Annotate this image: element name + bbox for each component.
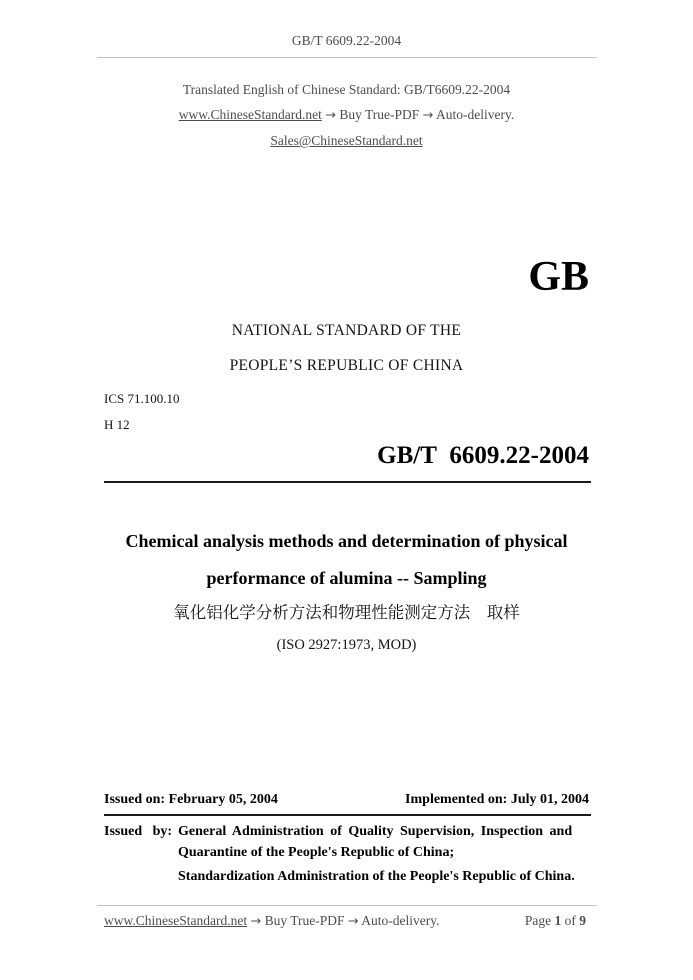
page-total: 9: [579, 913, 586, 928]
classification-code: H 12: [104, 417, 130, 432]
standard-code-divider: [104, 481, 591, 483]
page-current: 1: [554, 913, 562, 928]
iso-reference-note: (ISO 2927:1973, MOD): [276, 637, 417, 653]
running-header-doc-number: GB/T 6609.22-2004: [291, 33, 402, 48]
national-standard-line2: PEOPLE’S REPUBLIC OF CHINA: [229, 357, 464, 374]
issuer-line: General Administration of Quality Supervision, Inspection and: [178, 824, 573, 839]
arrow-icon: →: [250, 914, 262, 929]
of-label: of: [564, 913, 576, 928]
standard-code: GB/T 6609.22-2004: [377, 442, 589, 469]
issuance-dates-row: [104, 792, 589, 808]
page-label: Page: [524, 913, 552, 928]
document-title-line2: performance of alumina -- Sampling: [206, 568, 487, 588]
translated-note: Translated English of Chinese Standard: GB/T6609.22-2004: [182, 82, 511, 97]
delivery-text: Auto-delivery.: [436, 107, 515, 122]
email-link[interactable]: Sales@ChineseStandard.net: [270, 133, 423, 148]
issued-by-label: Issued by:: [104, 824, 173, 839]
issuer-list: [178, 821, 593, 887]
footer-buy-line: [104, 913, 440, 929]
implemented-on-date: Implemented on: July 01, 2004: [405, 792, 589, 807]
delivery-text: Auto-delivery.: [361, 913, 440, 928]
footer-divider: [97, 905, 597, 906]
buy-text: Buy True-PDF: [264, 913, 345, 928]
arrow-icon: →: [325, 108, 336, 123]
website-link[interactable]: www.ChineseStandard.net: [178, 107, 322, 122]
header-email-line: [0, 133, 693, 149]
footer-row: [104, 913, 586, 929]
ics-code: ICS 71.100.10: [104, 391, 180, 406]
national-standard-line1: NATIONAL STANDARD OF THE: [231, 322, 462, 339]
issuer-line: Standardization Administration of the People's Republic of China.: [178, 869, 575, 884]
issuance-divider: [104, 814, 591, 816]
page-indicator: [525, 913, 586, 929]
issued-by-block: [104, 821, 593, 887]
gb-logo: GB: [528, 254, 589, 300]
document-title-line1: Chemical analysis methods and determination of physical: [125, 531, 568, 551]
website-link[interactable]: www.ChineseStandard.net: [104, 913, 248, 928]
buy-text: Buy True-PDF: [339, 107, 420, 122]
arrow-icon: →: [422, 108, 434, 123]
header-buy-line: [0, 107, 693, 123]
issued-on-date: Issued on: February 05, 2004: [104, 792, 278, 807]
arrow-icon: →: [347, 914, 359, 929]
issuer-line: Quarantine of the People's Republic of China;: [178, 845, 455, 860]
header-divider: [97, 57, 597, 58]
document-title-chinese: 氧化铝化学分析方法和物理性能测定方法 取样: [173, 603, 520, 622]
